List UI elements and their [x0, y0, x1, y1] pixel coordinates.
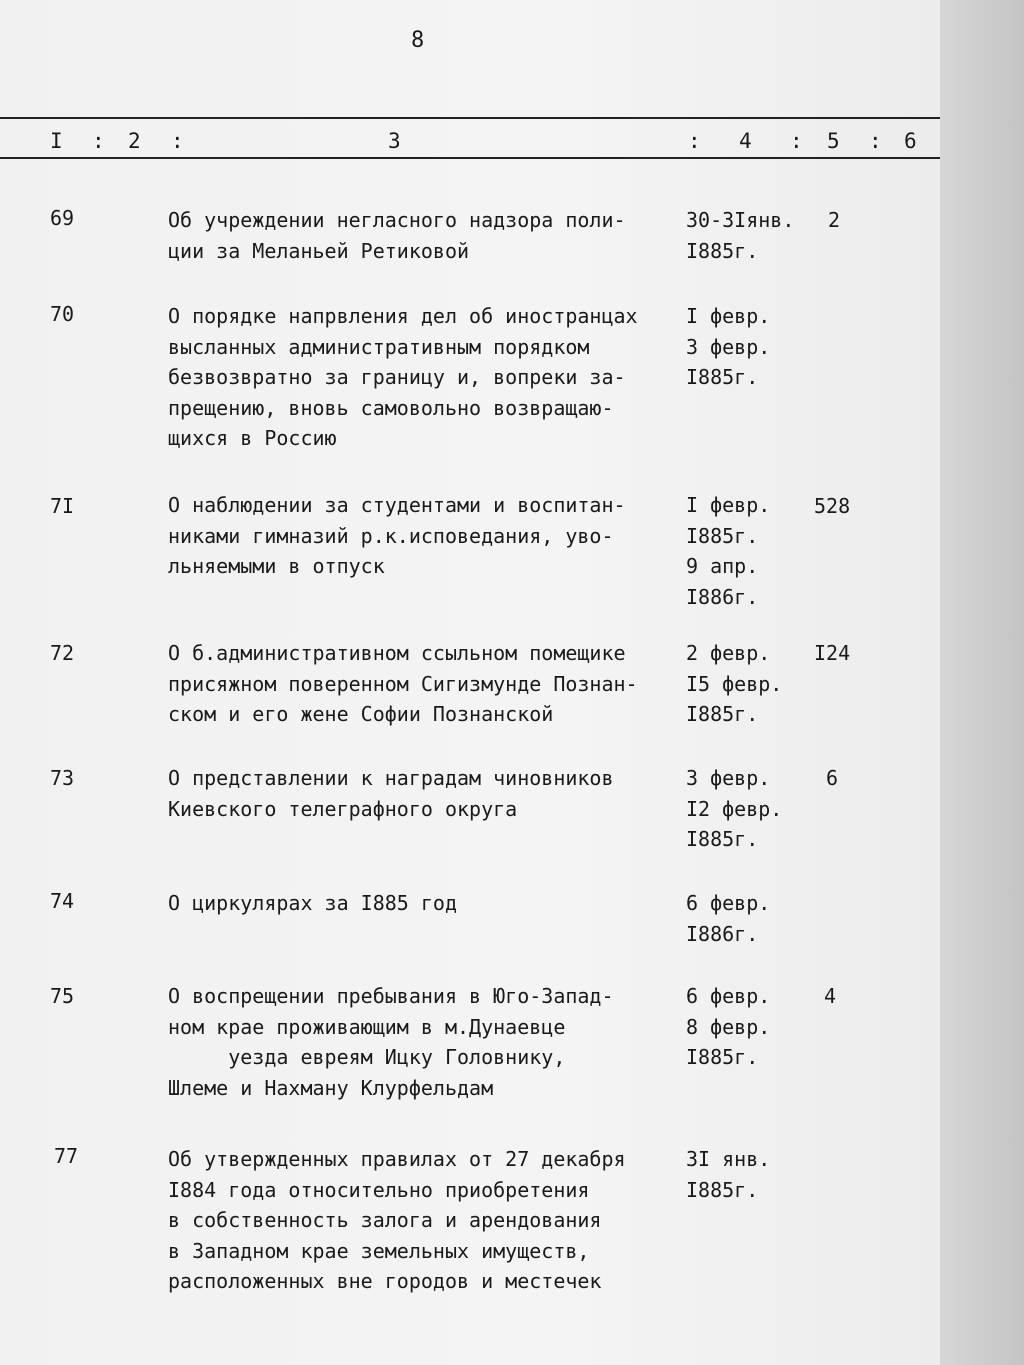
- entry-date-line: I885г.: [686, 702, 759, 726]
- entry-title-line: Об учреждении негласного надзора поли-: [168, 208, 626, 232]
- entry-title: [168, 981, 673, 1103]
- entry-date-line: I886г.: [686, 584, 759, 609]
- entry-sheet-count: 6: [826, 766, 839, 790]
- entry-number: 70: [50, 302, 75, 326]
- entry-title-line: расположенных вне городов и местечек: [168, 1269, 602, 1293]
- header-rule-top: [0, 117, 940, 119]
- entry-number: 7I: [50, 494, 75, 518]
- entry-number: 74: [50, 889, 75, 913]
- entry-title-line: О б.административном ссыльном помещике: [168, 641, 626, 665]
- column-separator: :: [688, 129, 701, 153]
- entry-sheet-count: I24: [814, 641, 851, 665]
- entry-date-line: I5 февр.: [686, 671, 783, 696]
- entry-date-line: 6 февр.: [686, 891, 771, 915]
- entry-title-line: присяжном поверенном Сигизмунде Познан-: [168, 671, 638, 696]
- entry-title-line: никами гимназий р.к.исповедания, уво-: [168, 523, 614, 548]
- entry-title: [168, 301, 673, 454]
- header-rule-bottom: [0, 157, 940, 159]
- column-header-3: 3: [388, 129, 401, 153]
- entry-number: 72: [50, 641, 75, 665]
- entry-number: 75: [50, 984, 75, 1008]
- entry-date-line: I февр.: [686, 304, 771, 328]
- entry-dates: [686, 981, 770, 1073]
- column-separator: :: [171, 129, 184, 153]
- entry-date-line: I886г.: [686, 921, 759, 946]
- column-header-1: I: [50, 129, 63, 153]
- entry-date-line: I2 февр.: [686, 796, 783, 821]
- column-header-5: 5: [827, 129, 840, 153]
- entry-sheet-count: 528: [814, 494, 851, 518]
- entry-date-line: 2 февр.: [686, 641, 771, 665]
- entry-date-line: 3I янв.: [686, 1147, 771, 1171]
- entry-title-line: высланных административным порядком: [168, 334, 590, 359]
- column-header-4: 4: [739, 129, 752, 153]
- entry-title-line: Шлеме и Нахману Клурфельдам: [168, 1075, 494, 1100]
- entry-dates: [686, 490, 770, 612]
- entry-title-line: уезда евреям Ицку Головнику,: [168, 1045, 566, 1069]
- entry-date-line: 30-3Iянв.: [686, 208, 795, 232]
- entry-date-line: I885г.: [686, 1177, 759, 1202]
- entry-title-line: безвозвратно за границу и, вопреки за-: [168, 365, 626, 389]
- entry-title-line: О наблюдении за студентами и воспитан-: [168, 493, 626, 517]
- entry-title: [168, 490, 673, 582]
- entry-date-line: 3 февр.: [686, 334, 771, 359]
- entry-title-line: О порядке напрвления дел об иностранцах: [168, 304, 638, 328]
- entry-title-line: ции за Меланьей Ретиковой: [168, 238, 470, 263]
- entry-title-line: О воспрещении пребывания в Юго-Запад-: [168, 984, 614, 1008]
- entry-dates: [686, 763, 782, 855]
- entry-title: [168, 1144, 673, 1297]
- entry-dates: [686, 888, 770, 949]
- column-header-2: 2: [128, 129, 141, 153]
- entry-date-line: I885г.: [686, 238, 759, 263]
- entry-title: [168, 888, 673, 919]
- entry-title-line: в собственность залога и арендования: [168, 1208, 602, 1232]
- page-number: 8: [411, 28, 425, 53]
- entry-title-line: ском и его жене Софии Познанской: [168, 702, 554, 726]
- column-separator: :: [869, 129, 882, 153]
- entry-date-line: 9 апр.: [686, 554, 759, 578]
- column-header-6: 6: [904, 129, 917, 153]
- entry-title-line: прещению, вновь самовольно возвращаю-: [168, 395, 614, 420]
- entry-number: 77: [54, 1144, 79, 1168]
- entry-dates: [686, 1144, 770, 1205]
- entry-date-line: 8 февр.: [686, 1014, 771, 1039]
- column-separator: :: [790, 129, 803, 153]
- column-separator: :: [92, 129, 105, 153]
- entry-number: 73: [50, 766, 75, 790]
- entry-number: 69: [50, 206, 75, 230]
- entry-title-line: в Западном крае земельных имуществ,: [168, 1238, 590, 1263]
- entry-title: [168, 205, 673, 266]
- entry-sheet-count: 4: [824, 984, 837, 1008]
- entry-date-line: 3 февр.: [686, 766, 771, 790]
- entry-date-line: I февр.: [686, 493, 771, 517]
- entry-date-line: I885г.: [686, 1045, 759, 1069]
- entry-title: [168, 638, 673, 730]
- entry-date-line: I885г.: [686, 827, 759, 851]
- entry-title-line: Киевского телеграфного округа: [168, 796, 518, 821]
- entry-title-line: щихся в Россию: [168, 426, 337, 450]
- entry-title-line: О представлении к наградам чиновников: [168, 766, 614, 790]
- entry-title-line: льняемыми в отпуск: [168, 554, 385, 578]
- entry-dates: [686, 301, 770, 393]
- scan-margin: [940, 0, 1024, 1365]
- entry-title: [168, 763, 673, 824]
- entry-date-line: I885г.: [686, 523, 759, 548]
- entry-dates: [686, 638, 782, 730]
- entry-dates: [686, 205, 794, 266]
- entry-date-line: I885г.: [686, 365, 759, 389]
- entry-title-line: ном крае проживающим в м.Дунаевце: [168, 1014, 566, 1039]
- entry-date-line: 6 февр.: [686, 984, 771, 1008]
- entry-title-line: Об утвержденных правилах от 27 декабря: [168, 1147, 626, 1171]
- entry-title-line: О циркулярах за I885 год: [168, 891, 457, 915]
- entry-title-line: I884 года относительно приобретения: [168, 1177, 590, 1202]
- entry-sheet-count: 2: [828, 208, 841, 232]
